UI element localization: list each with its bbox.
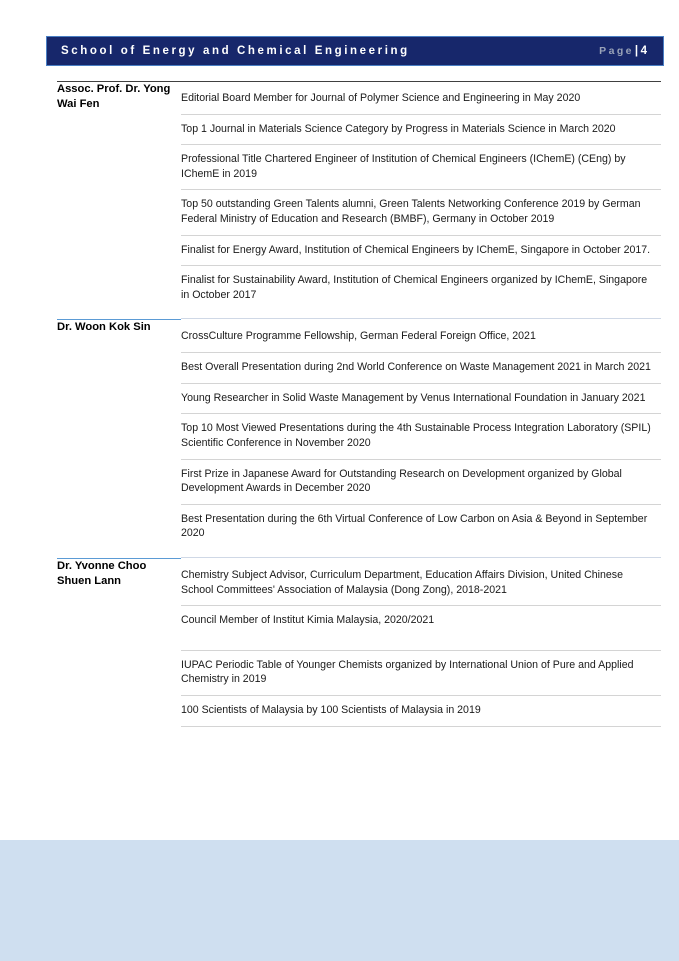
group-separator-row: [57, 549, 661, 559]
person-name-yong-wai-fen: Assoc. Prof. Dr. Yong Wai Fen: [57, 83, 171, 110]
list-item: Best Presentation during the 6th Virtual Conference of Low Carbon on Asia & Beyond in September 2020: [181, 512, 648, 540]
group-divider-left: [57, 549, 181, 559]
page-number-group: [599, 45, 651, 57]
page-separator: |: [634, 45, 639, 57]
table-row: [57, 559, 661, 727]
group-separator-row: [57, 310, 661, 320]
list-item: Chemistry Subject Advisor, Curriculum Department, Education Affairs Division, United Chinese School Committees' Association of Malaysia (Dong Zong), 2018-2021: [181, 559, 661, 606]
person-name-yvonne-choo-shuen-lann: Dr. Yvonne Choo Shuen Lann: [57, 559, 147, 587]
achievements-table: [57, 81, 661, 727]
page-number: 4: [640, 45, 647, 57]
group-divider-right: [181, 310, 661, 320]
achievements-table-body: [57, 82, 661, 727]
list-item: Professional Title Chartered Engineer of Institution of Chemical Engineers (IChemE) (CEng) by IChemE in 2019: [181, 145, 661, 190]
achievements-list-yvonne-choo-shuen-lann: [181, 559, 661, 727]
list-item: Top 1 Journal in Materials Science Category by Progress in Materials Science in March 2020: [181, 115, 661, 146]
person-name-woon-kok-sin: Dr. Woon Kok Sin: [57, 321, 151, 334]
list-item: 100 Scientists of Malaysia by 100 Scientists of Malaysia in 2019: [181, 696, 661, 727]
list-item: Finalist for Sustainability Award, Institution of Chemical Engineers organized by IChemE, Singapore in October 2017: [181, 274, 648, 301]
achievements-list-woon-kok-sin: [181, 320, 661, 548]
list-item: IUPAC Periodic Table of Younger Chemists organized by International Union of Pure and Applied Chemistry in 2019: [181, 651, 661, 696]
footer-band: [0, 840, 679, 961]
table-row: [57, 82, 661, 311]
table-row: [57, 320, 661, 548]
list-item: First Prize in Japanese Award for Outstanding Research on Development organized by Global Development Awards in December 2020: [181, 460, 661, 505]
list-item: Young Researcher in Solid Waste Management by Venus International Foundation in January 2021: [181, 384, 661, 415]
achievements-list-yong-wai-fen: [181, 82, 661, 311]
page-label: Page: [599, 45, 634, 57]
list-item: Top 10 Most Viewed Presentations during the 4th Sustainable Process Integration Laboratory (SPIL) Scientific Conference in November 2020: [181, 414, 661, 459]
page-header-title: School of Energy and Chemical Engineering: [61, 45, 410, 57]
list-item: Council Member of Institut Kimia Malaysia, 2020/2021: [181, 606, 661, 651]
group-divider-right: [181, 549, 661, 559]
list-item: Finalist for Energy Award, Institution of Chemical Engineers by IChemE, Singapore in October 2017.: [181, 236, 661, 267]
list-item: Top 50 outstanding Green Talents alumni, Green Talents Networking Conference 2019 by German Federal Ministry of Education and Research (BMBF), Germany in October 2019: [181, 190, 661, 235]
list-item: CrossCulture Programme Fellowship, German Federal Foreign Office, 2021: [181, 320, 661, 353]
group-divider-left: [57, 310, 181, 320]
list-item: Best Overall Presentation during 2nd World Conference on Waste Management 2021 in March 2021: [181, 353, 661, 384]
list-item: Editorial Board Member for Journal of Polymer Science and Engineering in May 2020: [181, 82, 661, 115]
page-header-banner: [46, 36, 664, 66]
